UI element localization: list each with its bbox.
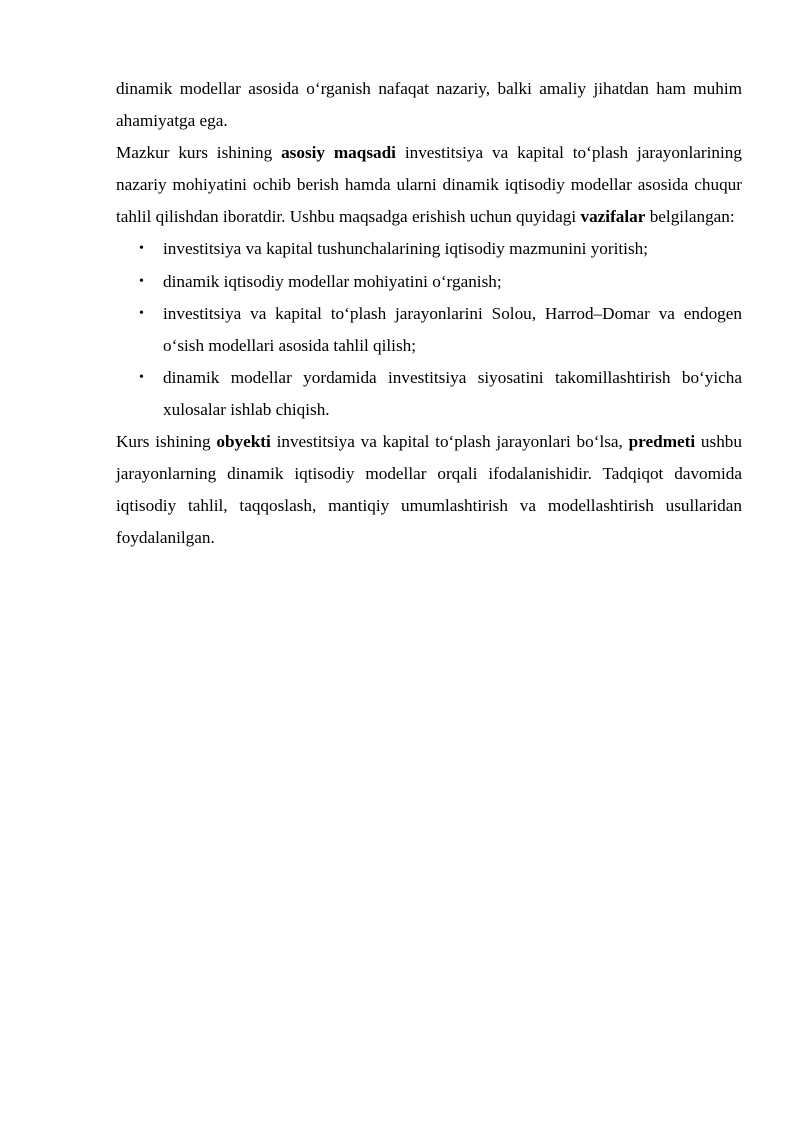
- paragraph-goal-text-3: belgilangan:: [645, 207, 735, 227]
- list-item: [116, 233, 742, 265]
- document-page: [116, 73, 742, 554]
- object-term: obyekti: [216, 432, 271, 452]
- list-item-text: dinamik modellar yordamida investitsiya siyosatini takomillashtirish bo‘yicha xulosalar ishlab chiqish.: [163, 367, 742, 419]
- paragraph-object: [116, 426, 742, 554]
- task-list: [116, 233, 742, 426]
- list-item: [116, 266, 742, 298]
- list-item: [116, 298, 742, 362]
- paragraph-intro: [116, 73, 742, 137]
- subject-term: predmeti: [628, 432, 696, 452]
- paragraph-goal-text-2: investitsiya va kapital to‘plash jarayonlarining nazariy mohiyatini ochib berish hamda ularni dinamik iqtisodiy modellar asosida chuqur tahlil qilishdan iboratdir. Ushbu maqsadga erishish uchun quyidagi: [116, 143, 742, 227]
- list-item: [116, 362, 742, 426]
- goal-term: asosiy maqsadi: [281, 143, 396, 163]
- paragraph-object-text-1: Kurs ishining: [116, 432, 217, 452]
- list-item-text: dinamik iqtisodiy modellar mohiyatini o‘rganish;: [163, 271, 502, 291]
- paragraph-goal-text-1: Mazkur kurs ishining: [116, 143, 282, 163]
- list-item-text: investitsiya va kapital tushunchalarining iqtisodiy mazmunini yoritish;: [163, 239, 649, 259]
- list-item-text: investitsiya va kapital to‘plash jarayonlarini Solou, Harrod–Domar va endogen o‘sish modellari asosida tahlil qilish;: [163, 303, 742, 355]
- bullet-icon: •: [139, 369, 144, 385]
- paragraph-object-text-3: ushbu jarayonlarning dinamik iqtisodiy modellar orqali ifodalanishidir. Tadqiqot davomida iqtisodiy tahlil, taqqoslash, mantiqiy umumlashtirish va modellashtirish usullaridan foydalanilgan.: [116, 432, 742, 548]
- bullet-icon: •: [139, 305, 144, 321]
- bullet-icon: •: [139, 273, 144, 289]
- paragraph-object-text-2: investitsiya va kapital to‘plash jarayonlari bo‘lsa,: [270, 432, 629, 452]
- tasks-term: vazifalar: [580, 207, 646, 227]
- bullet-icon: •: [139, 241, 144, 257]
- paragraph-goal: [116, 137, 742, 233]
- paragraph-intro-text: dinamik modellar asosida o‘rganish nafaqat nazariy, balki amaliy jihatdan ham muhim ahamiyatga ega.: [116, 79, 742, 131]
